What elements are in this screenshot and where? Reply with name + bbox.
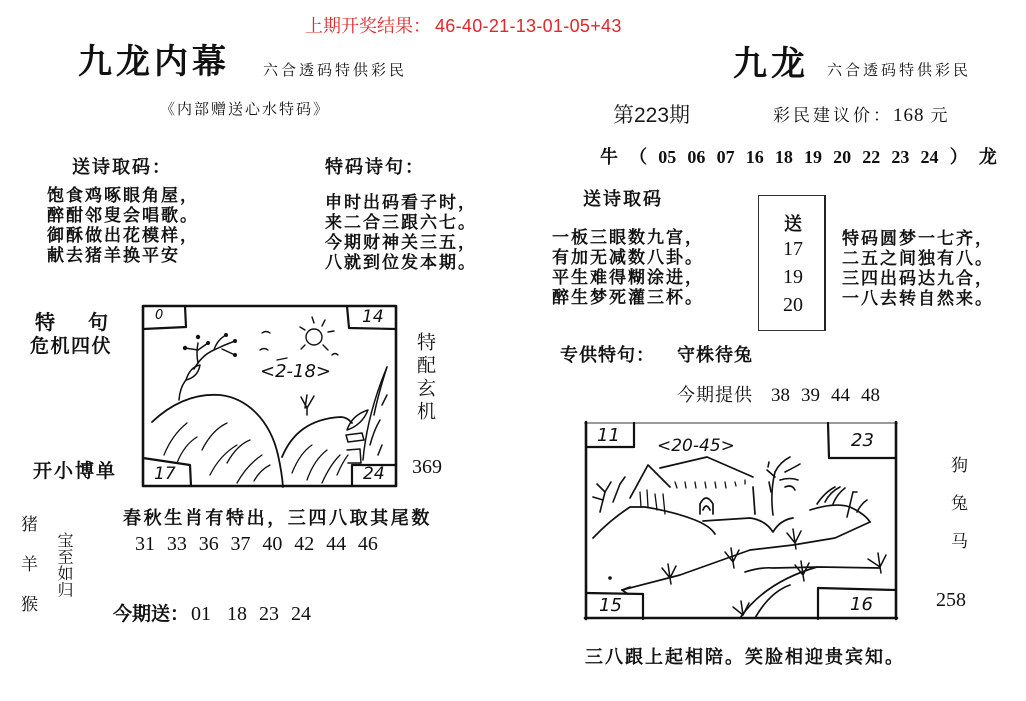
price-value: 168 — [893, 105, 925, 126]
closing-verse: 三八跟上起相陪。笑脸相迎贵宾知。 — [585, 647, 905, 668]
range-number: 24 — [920, 147, 939, 167]
right-poem-a-heading: 送诗取码 — [583, 189, 663, 210]
provided-label: 今期提供 — [677, 385, 753, 406]
left-poem-b-heading: 特码诗句： — [325, 157, 425, 178]
corner-number-top-left: 11 — [597, 425, 620, 446]
range-close-paren: ） — [949, 147, 968, 168]
poem-line: 有加无减数八卦。 — [552, 248, 704, 268]
last-draw-numbers: 46-40-21-13-01-05+43 — [435, 16, 622, 36]
provided-number: 39 — [801, 385, 820, 406]
left-subtitle: 六合透码特供彩民 — [263, 61, 408, 79]
poem-line: 申时出码看子时， — [325, 193, 477, 213]
zodiac-hint: 春秋生肖有特出，三四八取其尾数 — [123, 508, 432, 529]
house-landscape-drawing — [585, 422, 897, 619]
left-poem-b — [325, 193, 477, 273]
sketch-range-label: <2-18> — [260, 361, 332, 382]
hill-drawing — [152, 395, 352, 487]
range-number: 06 — [687, 147, 706, 167]
range-end-zodiac: 龙 — [978, 147, 997, 168]
corner-number-bottom-right: 16 — [850, 594, 873, 615]
right-poem-a — [552, 228, 704, 308]
corner-number-bottom-right: 24 — [363, 464, 385, 484]
provided-number: 48 — [861, 385, 880, 406]
poem-line: 八就到位发本期。 — [325, 253, 477, 273]
range-open-paren: （ — [629, 147, 648, 168]
left-tagline: 《内部赠送心水特码》 — [160, 100, 331, 118]
special-phrase-value: 危机四伏 — [30, 335, 113, 357]
poem-line: 来二合三跟六七。 — [325, 213, 477, 233]
issue-number: 第223期 — [613, 104, 691, 127]
right-subtitle: 六合透码特供彩民 — [827, 61, 972, 79]
hint-numbers — [135, 533, 378, 556]
hint-number: 44 — [326, 533, 347, 555]
right-numbers: 258 — [936, 589, 966, 611]
idiom-vertical: 宝至如归 — [55, 532, 74, 598]
price-unit: 元 — [930, 106, 951, 126]
left-title: 九龙内幕 — [78, 42, 230, 82]
hint-number: 31 — [135, 533, 155, 555]
hills-sun-drawing — [142, 305, 397, 487]
last-draw-result — [305, 12, 622, 38]
match-numbers: 369 — [412, 456, 442, 478]
right-special-phrase-label: 专供特句： — [560, 345, 655, 366]
range-number: 05 — [658, 147, 677, 167]
hint-number: 37 — [230, 533, 251, 555]
price-label: 彩民建议价： — [773, 106, 893, 126]
poem-line: 平生难得糊涂进， — [552, 268, 704, 288]
small-bet-label: 开小博单 — [33, 460, 118, 482]
poem-line: 特码圆梦一七齐， — [842, 229, 994, 249]
provided-numbers — [677, 381, 880, 407]
suggested-price — [773, 101, 951, 127]
right-special-phrase-value: 守株待兔 — [677, 345, 753, 366]
range-start-zodiac: 牛 — [600, 147, 618, 168]
corner-number-top-left: 0 — [155, 308, 164, 323]
tree-drawing — [593, 457, 867, 517]
today-number: 23 — [259, 603, 280, 625]
hint-number: 36 — [198, 533, 219, 555]
poem-line: 一板三眼数九宫， — [552, 228, 704, 248]
gift-number: 19 — [783, 266, 803, 288]
gift-number: 17 — [783, 238, 803, 260]
hint-number: 46 — [357, 533, 378, 555]
today-number: 01 — [191, 603, 212, 625]
today-number: 24 — [291, 603, 312, 625]
hint-number: 33 — [166, 533, 187, 555]
range-number: 19 — [803, 147, 822, 167]
today-number: 18 — [227, 603, 248, 625]
provided-number: 44 — [831, 385, 850, 406]
poem-line: 献去猪羊换平安 — [47, 246, 180, 266]
poem-line: 御酥做出花模样， — [47, 226, 199, 246]
range-number: 23 — [891, 147, 910, 167]
hatch-strokes — [164, 423, 348, 483]
last-draw-label: 上期开奖结果： — [305, 16, 431, 36]
poem-line: 三四出码达九合， — [842, 269, 994, 289]
corner-number-top-right: 14 — [362, 307, 384, 327]
sketch-range-label: <20-45> — [657, 436, 735, 456]
plant-drawing — [179, 335, 235, 400]
hint-number: 42 — [294, 533, 315, 555]
range-number: 16 — [745, 147, 764, 167]
range-number: 18 — [774, 147, 793, 167]
range-number: 07 — [716, 147, 735, 167]
right-title: 九龙 — [733, 44, 809, 84]
zodiac-range-line — [600, 143, 997, 169]
left-poem-a — [47, 186, 199, 266]
right-sketch-illustration — [585, 422, 897, 619]
poem-line: 二五之间独有八。 — [842, 249, 994, 269]
corner-number-bottom-left: 17 — [154, 464, 176, 484]
corner-number-bottom-left: 15 — [599, 595, 622, 616]
right-zodiacs-vertical: 狗兔马 — [947, 456, 967, 570]
left-zodiacs-vertical: 猪羊猴 — [17, 515, 37, 635]
corner-number-top-right: 23 — [851, 430, 874, 451]
today-gift-label: 今期送： — [113, 603, 190, 625]
provided-number: 38 — [771, 385, 790, 406]
sun-icon — [260, 317, 338, 360]
poem-line: 醉生梦死灌三杯。 — [552, 288, 704, 308]
poem-line: 饱食鸡啄眼角屋， — [47, 186, 199, 206]
gift-label: 送 — [784, 214, 802, 235]
hint-number: 40 — [262, 533, 283, 555]
poem-line: 醉酣邻叟会唱歌。 — [47, 206, 199, 226]
range-number: 22 — [862, 147, 881, 167]
today-gift — [113, 599, 311, 626]
match-label-vertical: 特配玄机 — [414, 332, 436, 424]
right-poem-b — [842, 229, 994, 309]
range-number: 20 — [833, 147, 852, 167]
left-sketch-illustration — [142, 305, 397, 487]
ground-lines — [593, 505, 880, 618]
left-poem-a-heading: 送诗取码： — [72, 157, 172, 178]
corner-boxes — [586, 423, 896, 619]
gift-number: 20 — [783, 294, 803, 316]
poem-line: 一八去转自然来。 — [842, 289, 994, 309]
special-phrase-label: 特句 — [35, 310, 141, 334]
gift-numbers-box — [758, 195, 826, 331]
poem-line: 今期财神关三五， — [325, 233, 477, 253]
